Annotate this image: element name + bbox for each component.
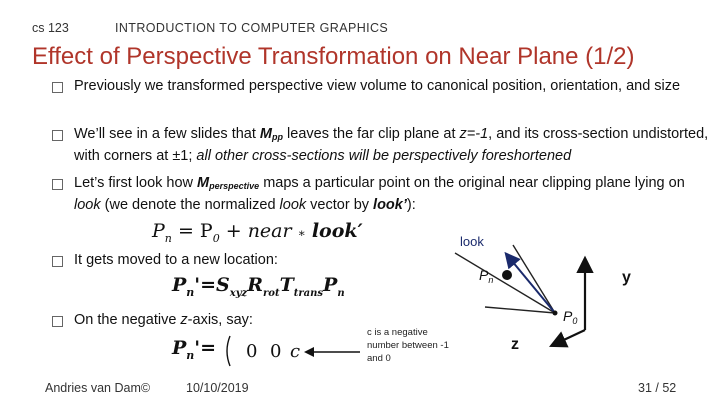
- bullet-3-text: Let’s first look how $M_{perspective}$ maps a particular point on the original near clipping plane lying on look (we denote the normalized look vector by look’):: [74, 175, 685, 213]
- page-number: 31 / 52: [638, 381, 677, 395]
- z-axis: [553, 330, 585, 345]
- p0-label: $P_0$: [563, 308, 578, 326]
- z-axis-label: z: [511, 336, 519, 353]
- pn-label: $P_n$: [479, 267, 494, 285]
- vector-entry-3: c: [290, 341, 301, 362]
- bullet-4-text: It gets moved to a new location:: [74, 252, 278, 268]
- equation-near-point: $P_n = P_0$ + near ∗ look′: [152, 220, 363, 245]
- footer-date: 10/10/2019: [186, 381, 249, 395]
- look-label: look: [460, 234, 484, 249]
- note-c-value: c is a negative number between -1 and 0: [367, 327, 449, 364]
- equation-transform: $P_n'=S_{xyz}R_{rot}T_{trans}P_n$: [172, 274, 345, 299]
- pn-point: [502, 270, 512, 280]
- row-vector: [222, 333, 362, 369]
- course-number: cs 123: [32, 21, 69, 35]
- footer-author: Andries van Dam©: [45, 381, 151, 395]
- arrow-head-icon: [304, 347, 314, 357]
- bullet-1-text: Previously we transformed perspective view volume to canonical position, orientation, and size: [74, 78, 681, 94]
- bullet-marker: [52, 179, 63, 190]
- frustum-top-edge: [455, 253, 555, 313]
- vector-entry-2: 0: [270, 341, 282, 362]
- frustum-bottom-edge: [485, 307, 555, 313]
- bullet-marker: [52, 82, 63, 93]
- course-title: INTRODUCTION TO COMPUTER GRAPHICS: [115, 21, 389, 35]
- bullet-marker: [52, 130, 63, 141]
- perspective-diagram: [445, 225, 700, 365]
- bullet-marker: [52, 256, 63, 267]
- p0-point: [553, 311, 558, 316]
- bullet-marker: [52, 316, 63, 327]
- y-axis-label: y: [622, 269, 631, 286]
- vector-entry-1: 0: [246, 341, 258, 362]
- bullet-2-text: We’ll see in a few slides that $M_{pp}$ leaves the far clip plane at z=-1, and its cross-section undistorted, with corners at ±1; all other cross-sections will be perspectively foreshortened: [74, 126, 709, 164]
- equation-negative-z: $P_n'=$: [172, 337, 217, 362]
- bullet-5-text: On the negative z-axis, say:: [74, 312, 253, 328]
- frustum-side-edge: [513, 245, 555, 313]
- look-vector: [507, 255, 555, 313]
- slide-title: Effect of Perspective Transformation on Near Plane (1/2): [32, 43, 635, 70]
